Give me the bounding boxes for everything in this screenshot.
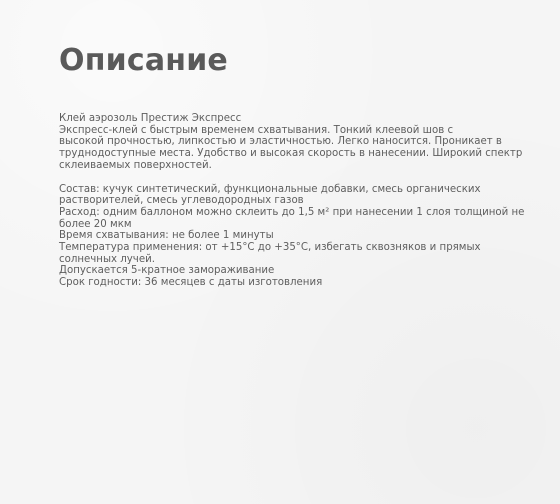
temperature-line: солнечных лучей. bbox=[59, 253, 155, 265]
description-body bbox=[59, 113, 529, 289]
consumption-line: Расход: одним баллоном можно склеить до 1,5 м² при нанесении 1 слоя толщиной не bbox=[59, 206, 525, 218]
freezing-line: Допускается 5-кратное замораживание bbox=[59, 265, 275, 277]
intro-line: склеиваемых поверхностей. bbox=[59, 159, 212, 171]
intro-line: труднодоступные места. Удобство и высокая скорость в нанесении. Широкий спектр bbox=[59, 148, 523, 160]
setting-time-line: Время схватывания: не более 1 минуты bbox=[59, 230, 274, 242]
composition-line: Состав: кучук синтетический, функциональные добавки, смесь органических bbox=[59, 183, 481, 195]
temperature-line: Температура применения: от +15°С до +35°С, избегать сквозняков и прямых bbox=[59, 242, 481, 254]
composition-line: растворителей, смесь углеводородных газов bbox=[59, 195, 304, 207]
intro-line: высокой прочностью, липкостью и эластичностью. Легко наносится. Проникает в bbox=[59, 136, 502, 148]
product-name-line: Клей аэрозоль Престиж Экспресс bbox=[59, 113, 242, 124]
paragraph-spacer bbox=[59, 172, 529, 184]
page-title: Описание bbox=[59, 43, 228, 78]
shelf-life-line: Срок годности: 36 месяцев с даты изготовления bbox=[59, 277, 323, 289]
intro-line: Экспресс-клей с быстрым временем схватывания. Тонкий клеевой шов с bbox=[59, 124, 454, 136]
consumption-line: более 20 мкм bbox=[59, 218, 132, 230]
